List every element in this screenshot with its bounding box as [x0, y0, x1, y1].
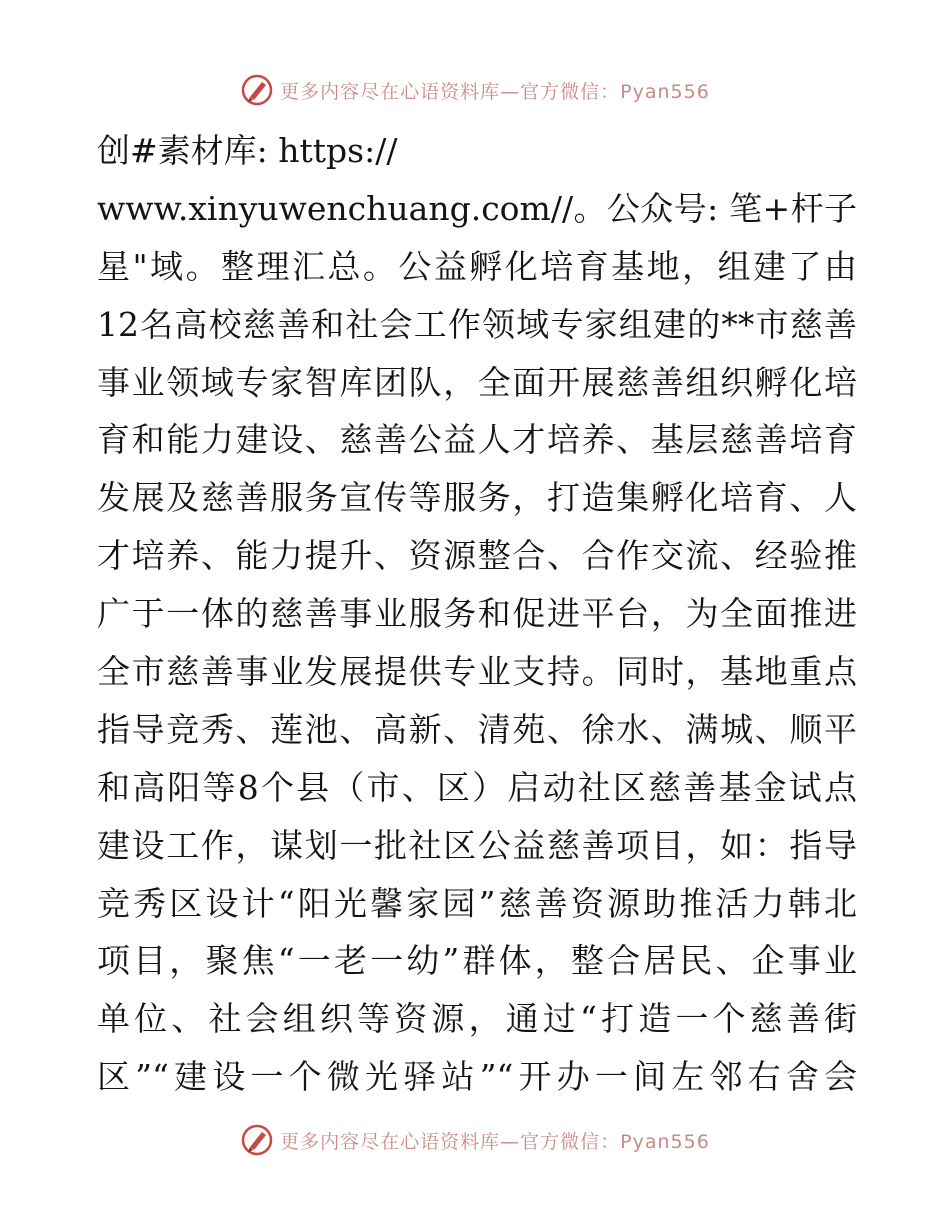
text-line: 发展及慈善服务宣传等服务，打造集孵化培育、人 — [97, 478, 857, 518]
text-line: 才培养、能力提升、资源整合、合作交流、经验推 — [97, 536, 857, 576]
text-line: 和高阳等8个县（市、区）启动社区慈善基金试点 — [97, 767, 857, 807]
watermark-text: 更多内容尽在心语资料库—官方微信：Pyan556 — [280, 1130, 710, 1153]
text-line: 创#素材库: https:// — [97, 131, 398, 170]
document-body — [97, 122, 857, 1106]
text-line: 项目，聚焦“一老一幼”群体，整合居民、企事业 — [97, 941, 857, 981]
text-line: 区”“建设一个微光驿站”“开办一间左邻右舍会 — [97, 1057, 857, 1097]
watermark-text: 更多内容尽在心语资料库—官方微信：Pyan556 — [280, 80, 710, 103]
text-line: 星"域。整理汇总。公益孵化培育基地，组建了由 — [97, 246, 857, 286]
pen-nib-logo-icon — [240, 1123, 274, 1157]
text-line: 竞秀区设计“阳光馨家园”慈善资源助推活力韩北 — [97, 883, 857, 923]
header-watermark — [0, 70, 950, 110]
text-line: 单位、社会组织等资源，通过“打造一个慈善街 — [97, 999, 857, 1039]
text-line: 全市慈善事业发展提供专业支持。同时，基地重点 — [97, 652, 857, 692]
text-line: 12名高校慈善和社会工作领域专家组建的**市慈善 — [97, 304, 857, 344]
text-line: 广于一体的慈善事业服务和促进平台，为全面推进 — [97, 594, 857, 634]
text-line: 指导竞秀、莲池、高新、清苑、徐水、满城、顺平 — [97, 709, 857, 749]
footer-watermark — [0, 1120, 950, 1160]
text-line: 育和能力建设、慈善公益人才培养、基层慈善培育 — [97, 420, 857, 460]
pen-nib-logo-icon — [240, 73, 274, 107]
text-line: 建设工作，谋划一批社区公益慈善项目，如：指导 — [97, 825, 857, 865]
text-line: 事业领域专家智库团队，全面开展慈善组织孵化培 — [97, 362, 857, 402]
text-line: www.xinyuwenchuang.com//。公众号: 笔+杆子 — [97, 188, 857, 228]
